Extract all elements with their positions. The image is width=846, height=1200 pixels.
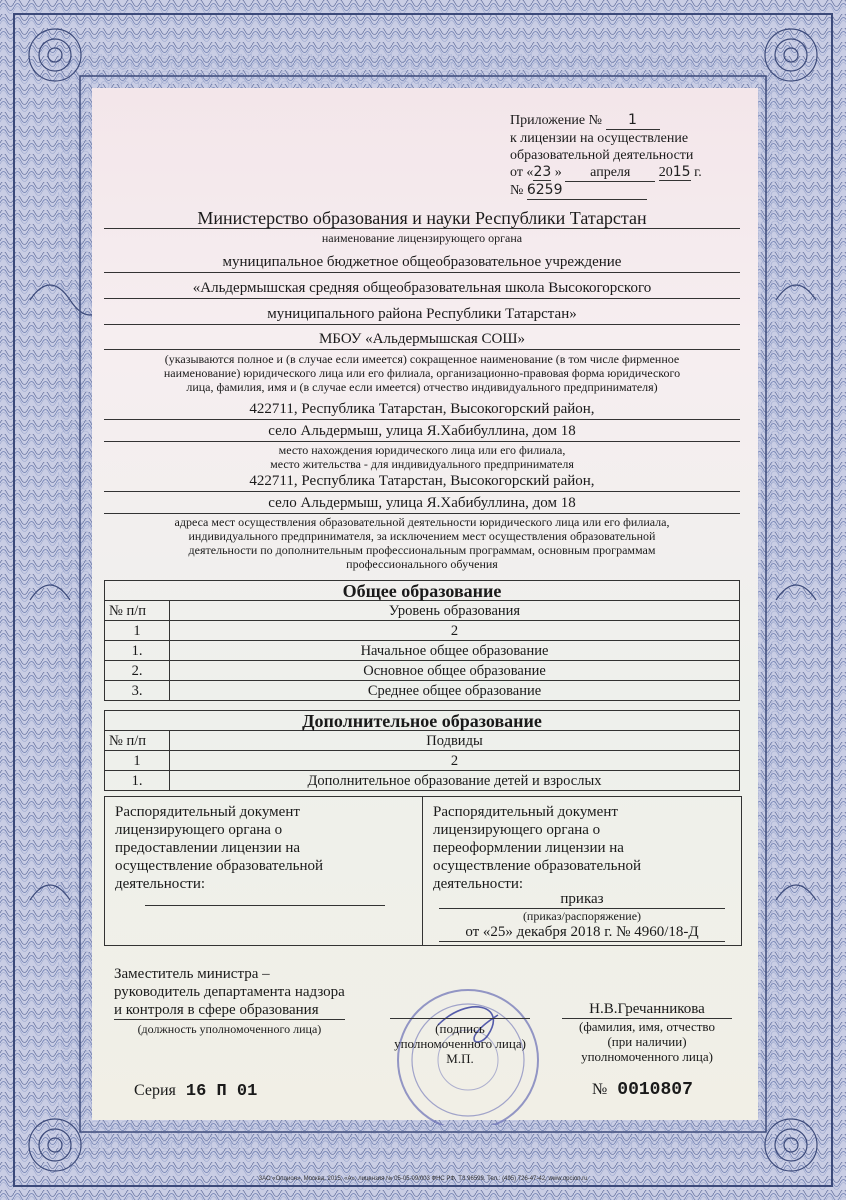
series-block (134, 1082, 257, 1101)
appendix-number: 1 (606, 112, 660, 130)
signature-caption-line: (подпись (435, 1021, 485, 1036)
order-reference: от «25» декабря 2018 г. № 4960/18-Д (439, 924, 725, 942)
appendix-line3: образовательной деятельности (510, 148, 694, 163)
date-day: 23 (533, 164, 552, 180)
signature-caption-line: уполномоченного лица) (394, 1036, 526, 1051)
license-num-label: № (510, 183, 524, 198)
location-caption-line: место нахождения юридического лица или его филиала, (278, 443, 566, 457)
orders-box (104, 796, 742, 946)
location-caption (104, 443, 740, 471)
table-row (105, 661, 740, 681)
org-caption-line: (указываются полное и (в случае если имеется) сокращенное наименование (в том числе фирменное (164, 352, 680, 366)
position-line: и контроля в сфере образования (114, 1001, 345, 1020)
date-year-prefix: 20 (658, 165, 673, 180)
table-row (105, 641, 740, 661)
row-subtype: Дополнительное образование детей и взрослых (170, 771, 740, 791)
table-header-row (105, 601, 740, 621)
printer-footer: ЗАО «Опцион», Москва, 2015, «А», лицензия № 05-05-09/003 ФНС РФ, ТЗ 96599. Тел.: (495) 726-47-42, www.opcion.ru (258, 1176, 588, 1182)
grant-order-text: деятельности: (115, 876, 206, 892)
index-cell: 1 (105, 621, 170, 641)
row-level: Среднее общее образование (170, 681, 740, 701)
name-caption-line: (фамилия, имя, отчество (579, 1019, 715, 1034)
order-type: приказ (439, 891, 725, 909)
appendix-label: Приложение № (510, 113, 602, 128)
general-education-table (104, 580, 740, 701)
reissue-order-cell (423, 797, 741, 945)
license-number: 6259 (527, 182, 647, 200)
index-cell: 1 (105, 751, 170, 771)
grant-order-text: Распорядительный документ (115, 804, 300, 820)
row-number: 1. (105, 771, 170, 791)
table-header-row (105, 731, 740, 751)
name-caption-line: уполномоченного лица) (581, 1049, 713, 1064)
org-line1: муниципальное бюджетное общеобразовательное учреждение (104, 253, 740, 273)
series-value: 16 П 01 (185, 1082, 258, 1101)
org-line3: муниципального района Республики Татарстан» (104, 305, 740, 325)
activity-caption-line: профессионального обучения (346, 557, 498, 571)
additional-education-table (104, 710, 740, 791)
signatory-name-block (562, 1000, 732, 1064)
org-line2: «Альдермышская средняя общеобразовательная школа Высокогорского (104, 279, 740, 299)
table-row (105, 771, 740, 791)
additional-education-title: Дополнительное образование (105, 711, 740, 731)
appendix-block (510, 112, 702, 200)
index-cell: 2 (170, 621, 740, 641)
org-caption-line: лица, фамилия, имя и (в случае если имеется) отчество индивидуального предпринимателя) (186, 380, 658, 394)
blank-number-label: № (592, 1081, 608, 1098)
date-close: » (554, 165, 562, 180)
activity-caption (104, 515, 740, 571)
signatory-position (114, 965, 345, 1036)
signatory-name: Н.В.Гречанникова (562, 1000, 732, 1019)
reissue-order-text: переоформлении лицензии на (433, 840, 624, 856)
position-caption: (должность уполномоченного лица) (137, 1022, 322, 1036)
reissue-order-text: Распорядительный документ (433, 804, 618, 820)
row-number: 3. (105, 681, 170, 701)
position-line: Заместитель министра – (114, 966, 270, 982)
date-month: апреля (565, 164, 655, 182)
blank-number-block (592, 1080, 693, 1100)
order-type-caption: (приказ/распоряжение) (522, 909, 642, 923)
col-subtype-header: Подвиды (170, 731, 740, 751)
activity-line2: село Альдермыш, улица Я.Хабибуллина, дом 18 (104, 494, 740, 514)
position-line: руководитель департамента надзора (114, 984, 345, 1000)
date-year-suffix: 15 (672, 164, 691, 180)
general-education-title: Общее образование (105, 581, 740, 601)
reissue-order-text: лицензирующего органа о (433, 822, 601, 838)
grant-order-text: осуществление образовательной (115, 858, 323, 874)
org-caption-line: наименование) юридического лица или его филиала, организационно-правовая форма юридического (163, 366, 681, 380)
stamp-place-label: М.П. (446, 1051, 474, 1066)
name-caption-line: (при наличии) (607, 1034, 687, 1049)
signature-caption (380, 1018, 540, 1066)
series-label: Серия (134, 1082, 176, 1099)
date-year-g: г. (694, 165, 702, 180)
row-number: 1. (105, 641, 170, 661)
authority-name: Министерство образования и науки Республики Татарстан (104, 208, 740, 229)
location-caption-line: место жительства - для индивидуального предпринимателя (270, 457, 574, 471)
table-index-row (105, 751, 740, 771)
index-cell: 2 (170, 751, 740, 771)
grant-order-text: предоставлении лицензии на (115, 840, 301, 856)
grant-order-cell (105, 797, 423, 945)
table-index-row (105, 621, 740, 641)
row-level: Начальное общее образование (170, 641, 740, 661)
col-number-header: № п/п (105, 731, 170, 751)
activity-caption-line: деятельности по дополнительным профессиональным программам, основным программам (188, 543, 656, 557)
row-number: 2. (105, 661, 170, 681)
col-level-header: Уровень образования (170, 601, 740, 621)
authority-caption: наименование лицензирующего органа (321, 231, 523, 245)
date-from: от « (510, 165, 534, 180)
blank-number-value: 0010807 (617, 1080, 693, 1100)
location-line1: 422711, Республика Татарстан, Высокогорский район, (104, 400, 740, 420)
location-line2: село Альдермыш, улица Я.Хабибуллина, дом 18 (104, 422, 740, 442)
reissue-order-text: осуществление образовательной (433, 858, 641, 874)
grant-order-text: лицензирующего органа о (115, 822, 283, 838)
activity-line1: 422711, Республика Татарстан, Высокогорский район, (104, 472, 740, 492)
col-number-header: № п/п (105, 601, 170, 621)
table-row (105, 681, 740, 701)
org-short-name: МБОУ «Альдермышская СОШ» (104, 330, 740, 350)
activity-caption-line: индивидуального предпринимателя, за исключением мест осуществления образовательной (188, 529, 656, 543)
appendix-line2: к лицензии на осуществление (510, 131, 689, 146)
row-level: Основное общее образование (170, 661, 740, 681)
reissue-order-text: деятельности: (433, 876, 524, 892)
grant-order-blank-line (145, 905, 385, 906)
org-caption (104, 352, 740, 394)
activity-caption-line: адреса мест осуществления образовательной деятельности юридического лица или его филиала, (174, 515, 670, 529)
